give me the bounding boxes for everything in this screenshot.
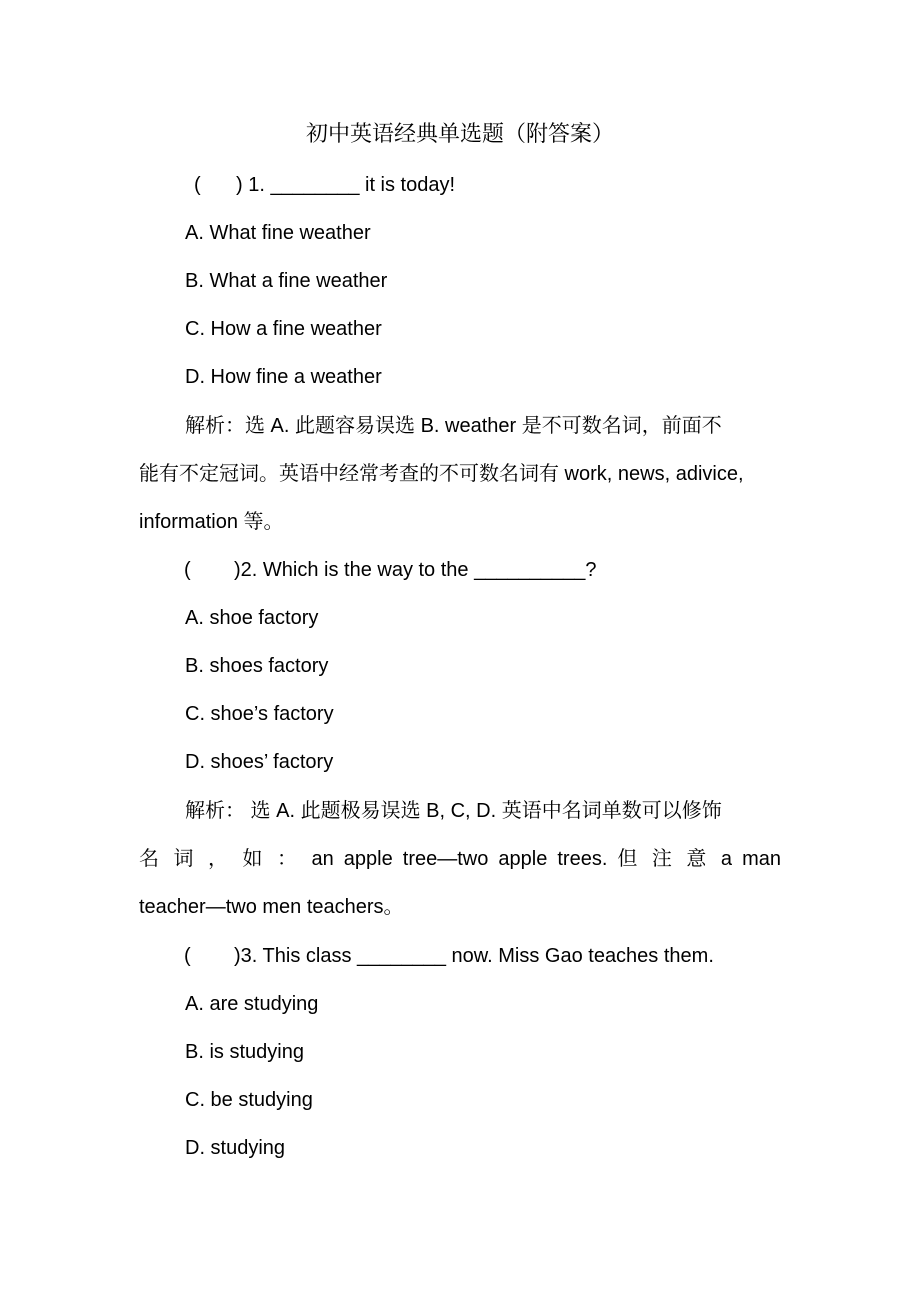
- question-3-option-d: D. studying: [185, 1137, 286, 1159]
- question-1-option-d: D. How fine a weather: [185, 366, 382, 388]
- question-1-option-a: A. What fine weather: [185, 222, 371, 244]
- question-3-stem: [184, 941, 714, 971]
- document-title: 初中英语经典单选题（附答案）: [305, 122, 614, 147]
- question-2-analysis-line-1: 解析： 选 A. 此题极易误选 B, C, D. 英语中名词单数可以修饰: [185, 800, 722, 822]
- question-2-option-b: B. shoes factory: [185, 655, 329, 677]
- question-3-option-c: C. be studying: [185, 1089, 313, 1111]
- question-2-option-c: C. shoe’s factory: [185, 703, 334, 725]
- question-1-option-b: B. What a fine weather: [185, 270, 388, 292]
- question-2-option-a: A. shoe factory: [185, 607, 319, 629]
- question-3-option-a: A. are studying: [185, 993, 319, 1015]
- question-1-analysis-line-3: information 等。: [139, 511, 284, 533]
- question-3-option-b: B. is studying: [185, 1041, 304, 1063]
- answer-paren: (: [184, 945, 191, 967]
- question-text: )3. This class ________ now. Miss Gao teaches them.: [234, 945, 714, 967]
- question-2-option-d: D. shoes’ factory: [185, 751, 334, 773]
- question-1-option-c: C. How a fine weather: [185, 318, 382, 340]
- question-1-stem: [194, 170, 455, 200]
- question-2-analysis-line-3: teacher—two men teachers。: [139, 896, 404, 918]
- question-text: )2. Which is the way to the __________?: [234, 559, 597, 581]
- question-1-analysis-line-2: 能有不定冠词。英语中经常考查的不可数名词有 work, news, adivice,: [139, 463, 744, 485]
- question-2-stem: [184, 555, 596, 585]
- answer-paren: (: [184, 559, 191, 581]
- question-1-analysis-line-1: 解析：选 A. 此题容易误选 B. weather 是不可数名词，前面不: [185, 415, 722, 437]
- question-text: ) 1. ________ it is today!: [236, 174, 456, 196]
- answer-paren: (: [194, 174, 201, 196]
- question-2-analysis-line-2: 名 词 ， 如 ： an apple tree—two apple trees. 但 注 意 a man: [139, 848, 781, 870]
